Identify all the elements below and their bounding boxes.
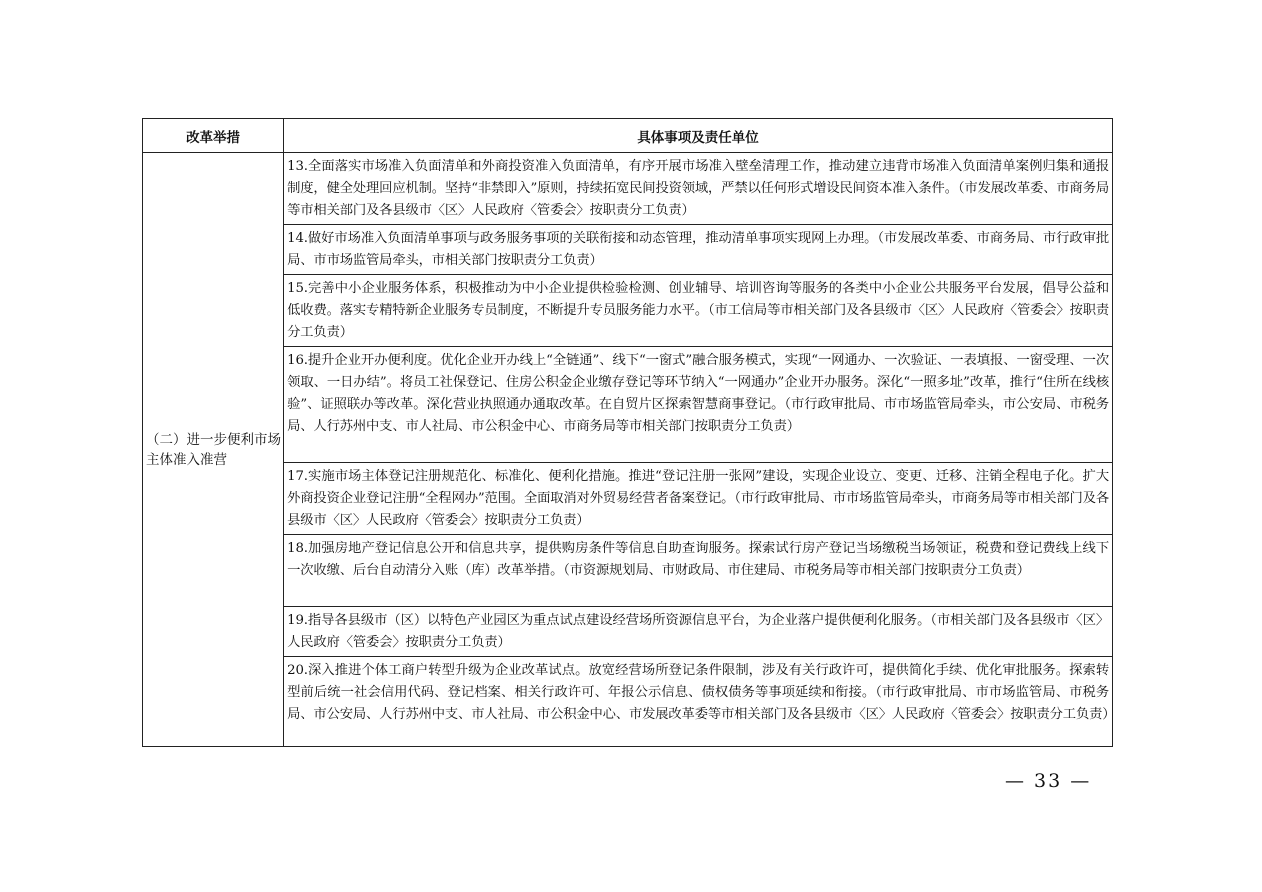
table-row bbox=[143, 657, 1113, 747]
table-row bbox=[143, 275, 1113, 347]
table-row bbox=[143, 463, 1113, 535]
header-reform-measures: 改革举措 bbox=[143, 119, 284, 153]
page-number: — 33 — bbox=[1005, 770, 1092, 792]
table-row bbox=[143, 225, 1113, 275]
item-15: 15.完善中小企业服务体系，积极推动为中小企业提供检验检测、创业辅导、培训咨询等服务的各类中小企业公共服务平台发展，倡导公益和低收费。落实专精特新企业服务专员制度，不断提升专员服务能力水平。（市工信局等市相关部门及各县级市〈区〉人民政府〈管委会〉按职责分工负责） bbox=[284, 275, 1113, 347]
item-19: 19.指导各县级市（区）以特色产业园区为重点试点建设经营场所资源信息平台，为企业落户提供便利化服务。（市相关部门及各县级市〈区〉人民政府〈管委会〉按职责分工负责） bbox=[284, 607, 1113, 657]
reform-table bbox=[142, 118, 1116, 747]
table-row bbox=[143, 607, 1113, 657]
item-16: 16.提升企业开办便利度。优化企业开办线上“全链通”、线下“一窗式”融合服务模式，实现“一网通办、一次验证、一表填报、一窗受理、一次领取、一日办结”。将员工社保登记、住房公积金企业缴存登记等环节纳入“一网通办”企业开办服务。深化“一照多址”改革，推行“住所在线核验”、证照联办等改革。深化营业执照通办通取改革。在自贸片区探索智慧商事登记。（市行政审批局、市市场监管局牵头，市公安局、市税务局、人行苏州中支、市人社局、市公积金中心、市商务局等市相关部门按职责分工负责） bbox=[284, 347, 1113, 463]
table-row bbox=[143, 153, 1113, 225]
item-14: 14.做好市场准入负面清单事项与政务服务事项的关联衔接和动态管理，推动清单事项实现网上办理。（市发展改革委、市商务局、市行政审批局、市市场监管局牵头，市相关部门按职责分工负责） bbox=[284, 225, 1113, 275]
item-13: 13.全面落实市场准入负面清单和外商投资准入负面清单，有序开展市场准入壁垒清理工作，推动建立违背市场准入负面清单案例归集和通报制度，健全处理回应机制。坚持“非禁即入”原则，持续拓宽民间投资领域，严禁以任何形式增设民间资本准入条件。（市发展改革委、市商务局等市相关部门及各县级市〈区〉人民政府〈管委会〉按职责分工负责） bbox=[284, 153, 1113, 225]
table-row bbox=[143, 347, 1113, 463]
category-cell: （二）进一步便利市场主体准入准营 bbox=[143, 153, 284, 747]
item-17: 17.实施市场主体登记注册规范化、标准化、便利化措施。推进“登记注册一张网”建设，实现企业设立、变更、迁移、注销全程电子化。扩大外商投资企业登记注册“全程网办”范围。全面取消对外贸易经营者备案登记。（市行政审批局、市市场监管局牵头，市商务局等市相关部门及各县级市〈区〉人民政府〈管委会〉按职责分工负责） bbox=[284, 463, 1113, 535]
header-specific-items: 具体事项及责任单位 bbox=[284, 119, 1113, 153]
item-20: 20.深入推进个体工商户转型升级为企业改革试点。放宽经营场所登记条件限制，涉及有关行政许可，提供简化手续、优化审批服务。探索转型前后统一社会信用代码、登记档案、相关行政许可、年报公示信息、债权债务等事项延续和衔接。（市行政审批局、市市场监管局、市税务局、市公安局、人行苏州中支、市人社局、市公积金中心、市发展改革委等市相关部门及各县级市〈区〉人民政府〈管委会〉按职责分工负责） bbox=[284, 657, 1113, 747]
table-row bbox=[143, 535, 1113, 607]
item-18: 18.加强房地产登记信息公开和信息共享，提供购房条件等信息自助查询服务。探索试行房产登记当场缴税当场领证，税费和登记费线上线下一次收缴、后台自动清分入账（库）改革举措。（市资源规划局、市财政局、市住建局、市税务局等市相关部门按职责分工负责） bbox=[284, 535, 1113, 607]
table-header-row bbox=[143, 119, 1113, 153]
